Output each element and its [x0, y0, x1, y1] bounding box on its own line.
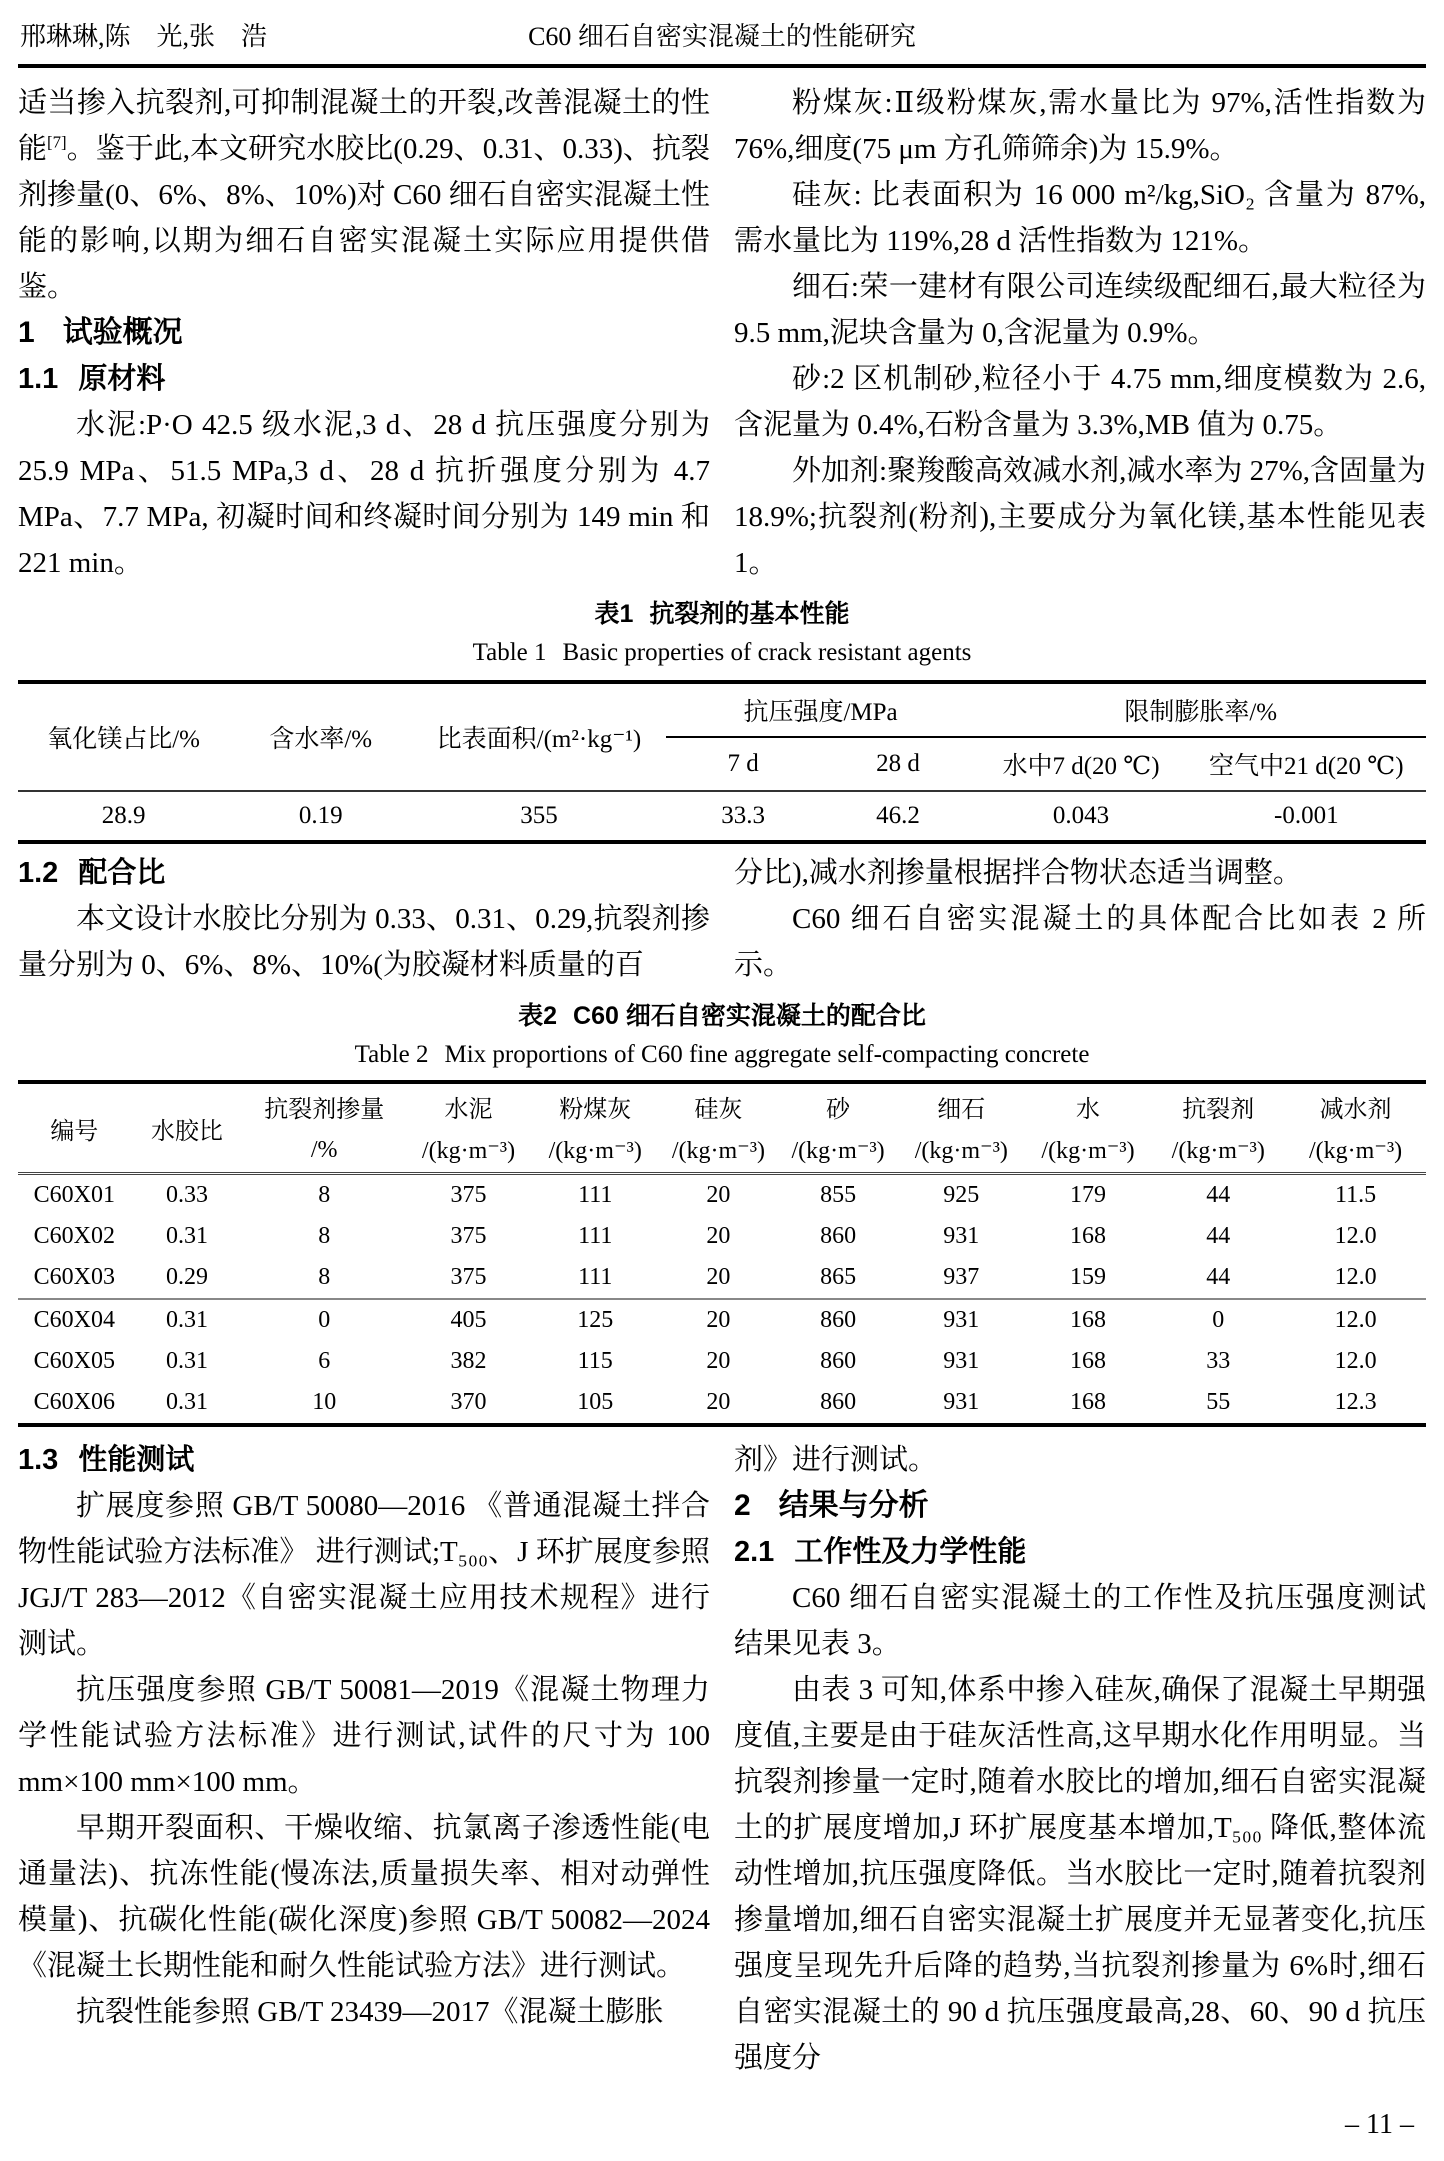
paragraph-crack-test: 抗裂性能参照 GB/T 23439—2017《混凝土膨胀: [76, 1996, 664, 2028]
heading-1-3: [18, 1437, 710, 1483]
left-column: [18, 80, 710, 586]
heading-title: 配合比: [78, 857, 166, 889]
table-cell: 111: [578, 1223, 613, 1249]
table-cell: 20: [706, 1348, 731, 1374]
table2-label-en: Table 2: [354, 1041, 429, 1068]
heading-1-1: [18, 356, 710, 402]
table-cell: 0.31: [165, 1348, 208, 1374]
table2-header-cell: 砂: [826, 1096, 851, 1123]
table-cell: 12.0: [1285, 1257, 1426, 1299]
table1-section: [18, 596, 1426, 844]
header-rule: [18, 64, 1426, 68]
heading-number: 2: [734, 1489, 751, 1522]
table1-header-cell: 28 d: [876, 750, 920, 777]
table2-caption-en: [18, 1038, 1426, 1072]
table2-header-cell: 编号: [50, 1118, 99, 1145]
heading-1: [18, 310, 710, 356]
heading-number: 1.1: [18, 363, 59, 395]
table-cell: C60X02: [33, 1223, 115, 1249]
left-column: [18, 1437, 710, 2081]
table-cell: 12.0: [1334, 1223, 1377, 1249]
right-column: [734, 80, 1426, 586]
table2-header-cell: 水: [1076, 1096, 1101, 1123]
table-cell: 375: [450, 1182, 487, 1208]
table-row: [18, 1257, 1426, 1299]
table-cell: 33.3: [721, 802, 765, 829]
table1-basic-properties: [18, 680, 1426, 844]
running-head: [18, 16, 1426, 58]
paragraph-workability-intro: C60 细石自密实混凝土的工作性及抗压强度测试结果见表 3。: [734, 1582, 1426, 1660]
table-cell: 159: [1025, 1257, 1152, 1299]
intro-text-pre: 适当掺入抗裂剂,可抑制混凝土的开裂,改善混凝土的性能: [18, 87, 710, 165]
table-cell: C60X04: [33, 1307, 115, 1333]
heading-number: 1.2: [18, 857, 59, 889]
table2-unit-cell: /(kg·m⁻³): [1171, 1137, 1265, 1164]
table-cell: 405: [450, 1307, 487, 1333]
table-cell: 375: [450, 1223, 487, 1249]
section-1-2: [18, 850, 1426, 988]
table1-header-cell: 空气中21 d(20 ℃): [1208, 753, 1404, 780]
section-1-intro: [18, 80, 1426, 586]
table-cell: 0.31: [165, 1389, 208, 1415]
paragraph-intro: [18, 80, 710, 310]
table-cell: 355: [520, 802, 558, 829]
paragraph-flyash: 粉煤灰:Ⅱ级粉煤灰,需水量比为 97%,活性指数为 76%,细度(75 μm 方孔筛筛余)为 15.9%。: [734, 87, 1426, 165]
table-cell: 0: [318, 1307, 331, 1333]
table-cell: 11.5: [1335, 1182, 1377, 1208]
table2-title-zh: C60 细石自密实混凝土的配合比: [573, 1002, 926, 1030]
table-cell: 860: [820, 1389, 857, 1415]
table1-title-en: Basic properties of crack resistant agents: [562, 639, 972, 666]
table-cell: 12.0: [1334, 1307, 1377, 1333]
table-cell: 0.043: [1052, 802, 1110, 829]
table2-header-cell: 减水剂: [1319, 1096, 1392, 1123]
table-cell: 33: [1206, 1348, 1231, 1374]
table-cell: 8: [243, 1257, 405, 1299]
table2-unit-cell: /(kg·m⁻³): [1308, 1137, 1403, 1164]
table-row: [18, 1216, 1426, 1257]
table-row: [18, 1341, 1426, 1382]
paragraph-fine-stone: 细石:荣一建材有限公司连续级配细石,最大粒径为 9.5 mm,泥块含量为 0,含泥量为 0.9%。: [734, 271, 1426, 349]
table-cell: 10: [312, 1389, 337, 1415]
table2-header-cell: 硅灰: [694, 1096, 743, 1123]
table-cell: 111: [532, 1257, 659, 1299]
paragraph-mix-design-cont: 分比),减水剂掺量根据拌合物状态适当调整。: [734, 857, 1302, 889]
table2-caption-zh: [18, 998, 1426, 1034]
table1-header: [18, 682, 1426, 791]
table2-header-cell: 水泥: [444, 1096, 493, 1123]
table-cell: 0.33: [165, 1182, 208, 1208]
heading-number: 2.1: [734, 1536, 775, 1568]
heading-title: 性能测试: [78, 1444, 195, 1476]
section-1-3-and-2: [18, 1437, 1426, 2081]
table-cell: 125: [577, 1307, 614, 1333]
table-cell: 855: [820, 1182, 857, 1208]
table-cell: 168: [1070, 1348, 1107, 1374]
table1-label-en: Table 1: [472, 639, 547, 666]
table-cell: 865: [778, 1257, 898, 1299]
running-head-authors: 邢琳琳,陈 光,张 浩: [20, 22, 268, 51]
heading-1-2: [18, 850, 710, 896]
paragraph-sand: 砂:2 区机制砂,粒径小于 4.75 mm,细度模数为 2.6,含泥量为 0.4%,石粉含量为 3.3%,MB 值为 0.75。: [734, 363, 1426, 441]
heading-number: 1.3: [18, 1444, 59, 1476]
table-cell: 6: [318, 1348, 331, 1374]
table2-unit-cell: /(kg·m⁻³): [421, 1137, 516, 1164]
paragraph-cement: 水泥:P·O 42.5 级水泥,3 d、28 d 抗压强度分别为 25.9 MPa、51.5 MPa,3 d、28 d 抗折强度分别为 4.7 MPa、7.7 MPa, 初凝时间和终凝时间分别为 149 min 和 221 min。: [18, 409, 710, 579]
table2-label-zh: 表2: [518, 1002, 558, 1030]
heading-2: [734, 1483, 1426, 1529]
table-cell: 8: [318, 1223, 331, 1249]
table2-body: [18, 1174, 1426, 1426]
table-cell: 931: [943, 1348, 980, 1374]
table-cell: 44: [1151, 1257, 1285, 1299]
table1-header-row: [18, 682, 1426, 737]
table-cell: 168: [1070, 1223, 1107, 1249]
table-cell: 860: [820, 1348, 857, 1374]
table1-header-cell: 水中7 d(20 ℃): [1002, 753, 1160, 780]
paragraph-silica-fume: 硅灰: 比表面积为 16 000 m²/kg,SiO₂ 含量为 87%,需水量比为 119%,28 d 活性指数为 121%。: [734, 179, 1426, 257]
running-head-title: C60 细石自密实混凝土的性能研究: [528, 22, 916, 51]
table-cell: 0.31: [165, 1223, 208, 1249]
table-cell: 0: [1212, 1307, 1225, 1333]
heading-title: 原材料: [78, 363, 166, 395]
table-cell: C60X06: [33, 1389, 115, 1415]
table2-header-cell: 抗裂剂: [1182, 1096, 1255, 1123]
table2-unit-cell: /(kg·m⁻³): [671, 1137, 766, 1164]
table-cell: 20: [706, 1182, 731, 1208]
table1-label-zh: 表1: [594, 600, 634, 628]
table-cell: 0.19: [298, 802, 343, 829]
table1-caption-en: [18, 636, 1426, 670]
paragraph-crack-test-cont: 剂》进行测试。: [734, 1444, 938, 1476]
reference-marker: [7]: [47, 132, 67, 152]
table-cell: 931: [943, 1389, 980, 1415]
table-cell: 937: [898, 1257, 1025, 1299]
table-cell: C60X05: [33, 1348, 115, 1374]
left-column: [18, 850, 710, 988]
paragraph-mix-design: 本文设计水胶比分别为 0.33、0.31、0.29,抗裂剂掺量分别为 0、6%、8%、10%(为胶凝材料质量的百: [18, 903, 710, 981]
table1-header-cell: 比表面积/(m²·kg⁻¹): [436, 726, 642, 753]
paragraph-strength-test: 抗压强度参照 GB/T 50081—2019《混凝土物理力学性能试验方法标准》进行测试,试件的尺寸为 100 mm×100 mm×100 mm。: [18, 1674, 710, 1798]
table-cell: 0.31: [165, 1307, 208, 1333]
paragraph-durability-test: 早期开裂面积、干燥收缩、抗氯离子渗透性能(电通量法)、抗冻性能(慢冻法,质量损失率、相对动弹性模量)、抗碳化性能(碳化深度)参照 GB/T 50082—2024《混凝土长期性能和耐久性能试验方法》进行测试。: [18, 1812, 710, 1982]
table2-header-row: [18, 1082, 1426, 1128]
table-cell: 382: [450, 1348, 487, 1374]
table-cell: 28.9: [101, 802, 146, 829]
table-cell: 20: [706, 1307, 731, 1333]
paragraph-workability-analysis: 由表 3 可知,体系中掺入硅灰,确保了混凝土早期强度值,主要是由于硅灰活性高,这早期水化作用明显。当抗裂剂掺量一定时,随着水胶比的增加,细石自密实混凝土的扩展度增加,J 环扩展度基本增加,T₅₀₀ 降低,整体流动性增加,抗压强度降低。当水胶比一定时,随着抗裂剂掺量增加,细石自密实混凝土扩展度并无显著变化,抗压强度呈现先升后降的趋势,当抗裂剂掺量为 6%时,细石自密实混凝土的 90 d 抗压强度最高,28、60、90 d 抗压强度分: [734, 1674, 1426, 2074]
paragraph-spread-test: 扩展度参照 GB/T 50080—2016 《普通混凝土拌合物性能试验方法标准》 进行测试;T₅₀₀、J 环扩展度参照 JGJ/T 283—2012《自密实混凝土应用技术规程》进行测试。: [18, 1490, 710, 1660]
table-cell: 370: [450, 1389, 487, 1415]
right-column: [734, 1437, 1426, 2081]
table-cell: 931: [943, 1307, 980, 1333]
table-cell: 8: [318, 1182, 331, 1208]
page-number: – 11 –: [1345, 2109, 1414, 2140]
table-cell: 931: [943, 1223, 980, 1249]
table-cell: 20: [706, 1223, 731, 1249]
table-cell: 115: [577, 1348, 613, 1374]
paragraph-admixture: 外加剂:聚羧酸高效减水剂,减水率为 27%,含固量为 18.9%;抗裂剂(粉剂),主要成分为氧化镁,基本性能见表 1。: [734, 455, 1426, 579]
table2-header-cell: 粉煤灰: [559, 1096, 632, 1123]
table-row: [18, 1174, 1426, 1217]
table-cell: 179: [1070, 1182, 1107, 1208]
table-row: [18, 1299, 1426, 1341]
heading-title: 工作性及力学性能: [794, 1536, 1027, 1568]
table2-header: [18, 1082, 1426, 1174]
table-cell: 55: [1206, 1389, 1231, 1415]
table-cell: 105: [577, 1389, 614, 1415]
table2-unit-cell: /(kg·m⁻³): [791, 1137, 885, 1164]
table2-header-cell: 水胶比: [150, 1118, 223, 1145]
table-cell: 925: [943, 1182, 980, 1208]
table-cell: 111: [578, 1182, 613, 1208]
right-column: [734, 850, 1426, 988]
table1-group-strength: 抗压强度/MPa: [666, 682, 976, 737]
table2-title-en: Mix proportions of C60 fine aggregate self-compacting concrete: [444, 1041, 1090, 1068]
table2-header-cell: 细石: [937, 1096, 986, 1123]
table1-title-zh: 抗裂剂的基本性能: [649, 600, 850, 628]
heading-2-1: [734, 1529, 1426, 1575]
table-cell: 168: [1070, 1389, 1107, 1415]
table-row: [18, 791, 1426, 842]
heading-number: 1: [18, 316, 35, 349]
heading-title: 试验概况: [62, 316, 183, 349]
table-row: [18, 1382, 1426, 1425]
table-cell: C60X03: [18, 1257, 131, 1299]
table-cell: 20: [659, 1257, 779, 1299]
paragraph-mix-table-ref: C60 细石自密实混凝土的具体配合比如表 2 所示。: [734, 903, 1426, 981]
table-cell: 0.29: [131, 1257, 244, 1299]
table-cell: 12.3: [1334, 1389, 1377, 1415]
table-cell: 20: [706, 1389, 731, 1415]
intro-text-post: 。鉴于此,本文研究水胶比(0.29、0.31、0.33)、抗裂剂掺量(0、6%、8%、10%)对 C60 细石自密实混凝土性能的影响,以期为细石自密实混凝土实际应用提供借鉴。: [18, 133, 710, 303]
table2-unit-cell: /%: [310, 1136, 338, 1163]
table-cell: 860: [820, 1223, 857, 1249]
table2-unit-cell: /(kg·m⁻³): [548, 1137, 642, 1164]
heading-title: 结果与分析: [778, 1489, 929, 1522]
table2-unit-cell: /(kg·m⁻³): [914, 1137, 1008, 1164]
table2-header-cell: 抗裂剂掺量: [264, 1096, 385, 1123]
table1-group-expansion: 限制膨胀率/%: [975, 682, 1426, 737]
table-cell: -0.001: [1274, 802, 1339, 829]
table1-header-cell: 氧化镁占比/%: [47, 726, 200, 753]
table1-body: [18, 791, 1426, 842]
table2-section: [18, 998, 1426, 1427]
table-cell: 46.2: [876, 802, 920, 829]
table1-caption-zh: [18, 596, 1426, 632]
table-cell: 168: [1070, 1307, 1107, 1333]
table2-unit-cell: /(kg·m⁻³): [1041, 1137, 1135, 1164]
table-cell: 375: [405, 1257, 532, 1299]
table2-mix-proportions: [18, 1080, 1426, 1427]
table-cell: 860: [820, 1307, 857, 1333]
table-cell: 44: [1206, 1223, 1231, 1249]
table-cell: 44: [1206, 1182, 1231, 1208]
table1-header-cell: 7 d: [727, 750, 759, 777]
table-cell: 12.0: [1334, 1348, 1377, 1374]
table-cell: C60X01: [33, 1182, 115, 1208]
table1-header-cell: 含水率/%: [269, 726, 373, 753]
